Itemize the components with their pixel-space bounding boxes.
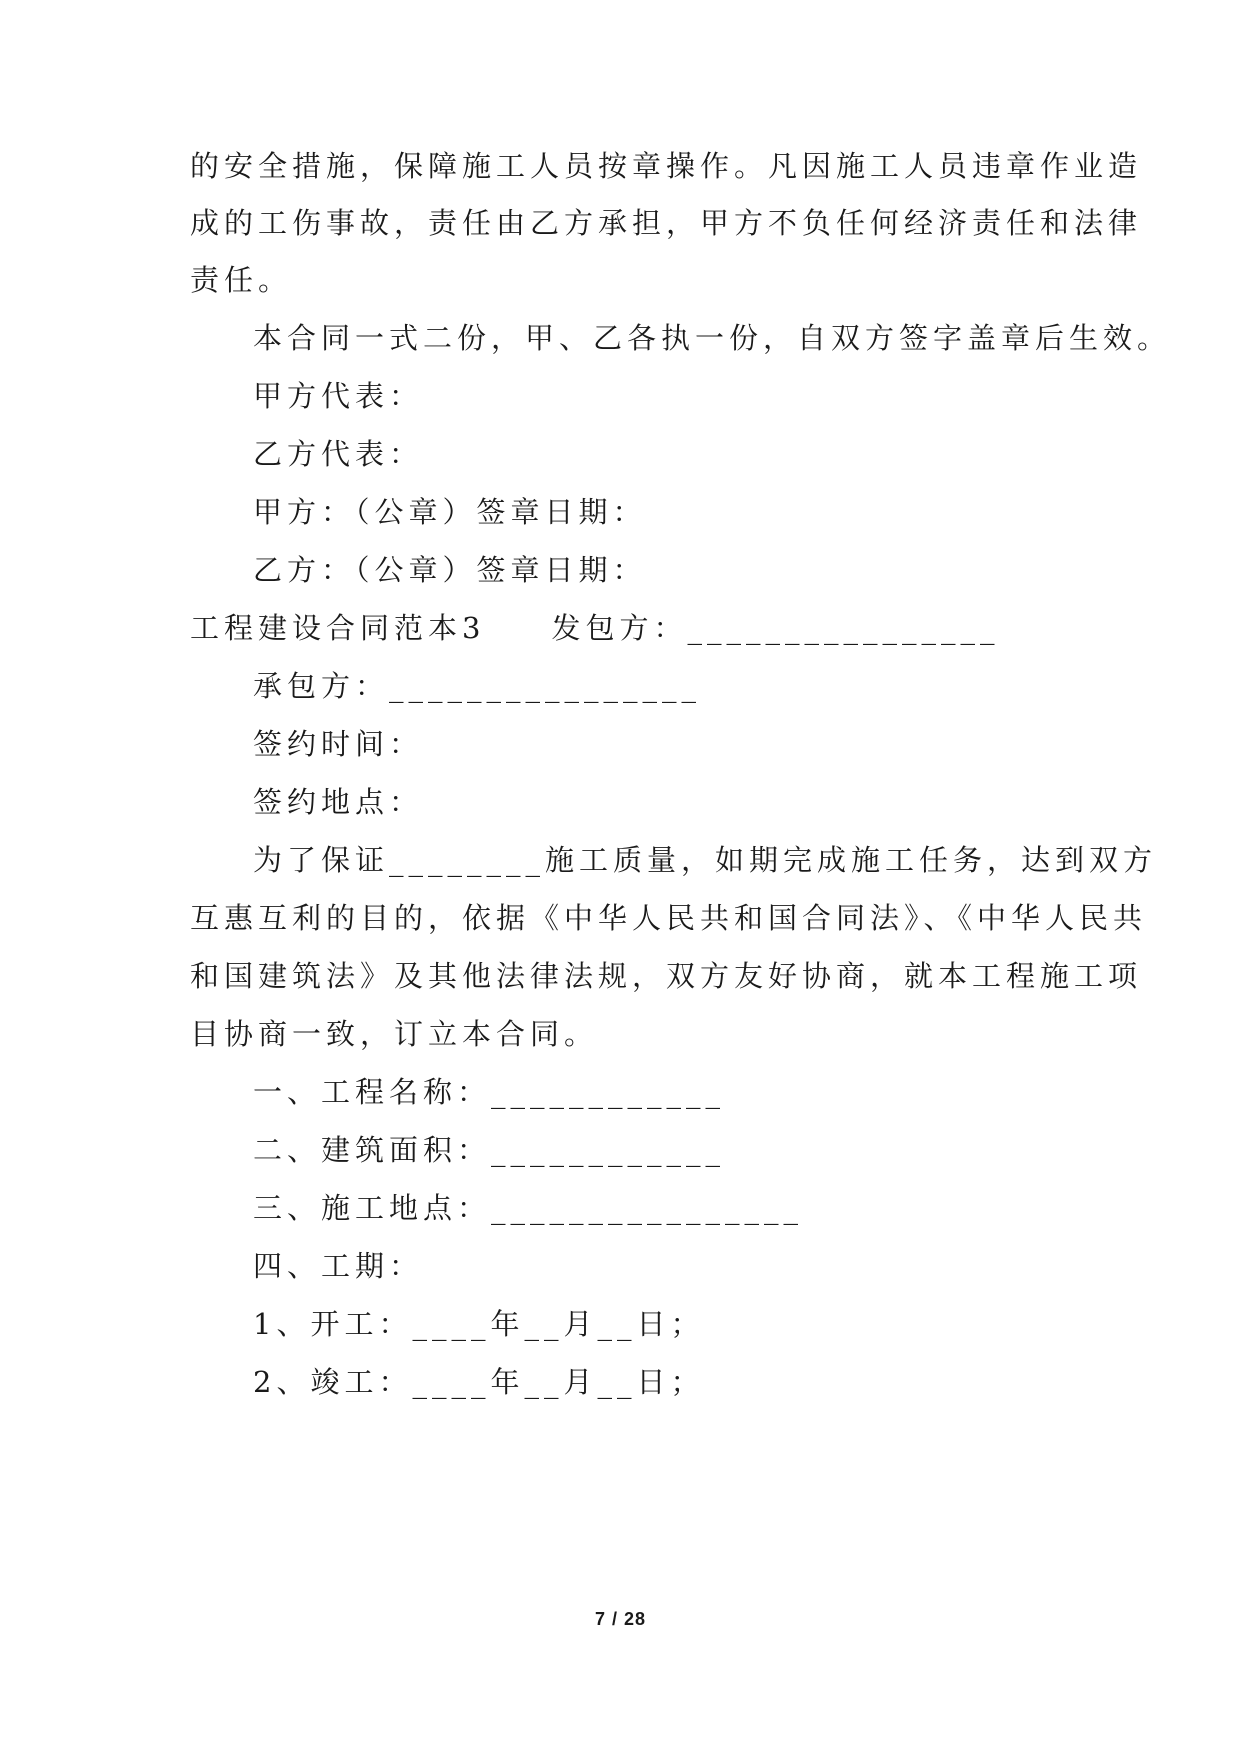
template-title: 工程建设合同范本3 [190,611,486,645]
clause-duration: 四、工期： [253,1249,424,1283]
clause-building-area: 二、建筑面积：____________ [253,1133,726,1167]
paragraph-line: 的安全措施，保障施工人员按章操作。凡因施工人员违章作业造 [190,149,1143,183]
paragraph-line: 责任。 [190,263,293,297]
sign-place-field: 签约地点： [253,785,424,819]
intro-line: 和国建筑法》及其他法律法规，双方友好协商，就本工程施工项 [190,959,1143,993]
paragraph-line: 成的工伤事故，责任由乙方承担，甲方不负任何经济责任和法律 [190,206,1143,240]
copies-clause: 本合同一式二份，甲、乙各执一份，自双方签字盖章后生效。 [253,321,1172,355]
contractor-field: 承包方：________________ [253,669,702,703]
party-a-seal-date: 甲方：（公章）签章日期： [253,495,647,529]
template-heading-line [190,608,999,648]
clause-site-location: 三、施工地点：________________ [253,1191,804,1225]
intro-line: 为了保证________施工质量，如期完成施工任务，达到双方 [253,843,1158,877]
finish-date-field: 2、竣工：____年__月__日； [253,1365,705,1399]
party-b-seal-date: 乙方：（公章）签章日期： [253,553,647,587]
start-date-field: 1、开工：____年__月__日； [253,1307,705,1341]
page-number: 7 / 28 [594,1609,647,1629]
party-b-representative: 乙方代表： [253,437,424,471]
intro-line: 互惠互利的目的，依据《中华人民共和国合同法》、《中华人民共 [190,901,1148,935]
intro-line: 目协商一致，订立本合同。 [190,1017,599,1051]
issuer-field: 发包方：________________ [551,611,1000,645]
clause-project-name: 一、工程名称：____________ [253,1075,726,1109]
sign-time-field: 签约时间： [253,727,424,761]
party-a-representative: 甲方代表： [253,379,424,413]
